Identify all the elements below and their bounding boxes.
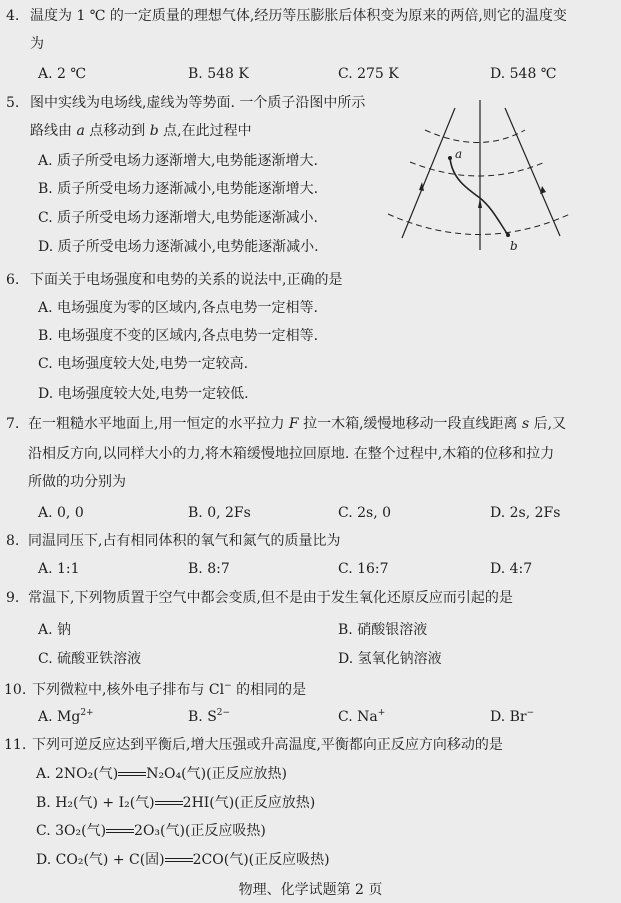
- q8-stem: 同温同压下,占有相同体积的氧气和氮气的质量比为: [28, 533, 341, 549]
- diagram-label-a: a: [455, 147, 463, 161]
- q7-option-d: D. 2s, 2Fs: [490, 505, 561, 521]
- q11-stem: 下列可逆反应达到平衡后,增大压强或升高温度,平衡都向正反应方向移动的是: [32, 737, 503, 753]
- q9-option-b: B. 硝酸银溶液: [338, 622, 428, 638]
- field-line-left: [402, 108, 455, 238]
- q7-option-a: A. 0, 0: [38, 505, 84, 521]
- q10-number: 10.: [4, 682, 27, 698]
- charge-superscript: −: [526, 708, 535, 718]
- q7-stem-text: 拉一木箱,缓慢地移动一段直线距离: [298, 416, 522, 432]
- products: 2CO(气)(正反应吸热): [192, 852, 330, 868]
- equilibrium-arrow-icon: [118, 769, 146, 779]
- arrow-up-icon: [540, 186, 546, 194]
- q5-option-b: B. 质子所受电场力逐渐减小,电势能逐渐增大.: [38, 181, 319, 197]
- electric-field-diagram: [380, 90, 580, 260]
- q6-option-b: B. 电场强度不变的区域内,各点电势一定相等.: [38, 328, 319, 344]
- q7-stem-line2: 沿相反方向,以同样大小的力,将木箱缓慢地拉回原地. 在整个过程中,木箱的位移和拉力: [28, 446, 555, 462]
- q9-option-c: C. 硫酸亚铁溶液: [38, 651, 142, 667]
- q6-option-a: A. 电场强度为零的区域内,各点电势一定相等.: [38, 300, 318, 316]
- q4-option-c: C. 275 K: [338, 66, 399, 82]
- q8-option-b: B. 8:7: [188, 561, 230, 577]
- q7-option-b: B. 0, 2Fs: [188, 505, 251, 521]
- q4-option-b: B. 548 K: [188, 66, 249, 82]
- q5-option-a: A. 质子所受电场力逐渐增大,电势能逐渐增大.: [38, 153, 318, 169]
- reactants: 2NO₂(气): [55, 766, 119, 782]
- q4-stem-line1: 温度为 1 ℃ 的一定质量的理想气体,经历等压膨胀后体积变为原来的两倍,则它的温度变: [30, 8, 567, 24]
- q8-number: 8.: [6, 533, 20, 549]
- option-label: C.: [36, 823, 51, 839]
- charge-superscript: 2+: [80, 708, 94, 718]
- reactants: H₂(气) + I₂(气): [55, 795, 155, 811]
- q5-stem-line2: [30, 122, 252, 140]
- reactants: CO₂(气) + C(固): [55, 852, 165, 868]
- equipotential-line-3: [388, 214, 570, 235]
- q11-number: 11.: [4, 737, 27, 753]
- q6-stem: 下面关于电场强度和电势的关系的说法中,正确的是: [30, 272, 343, 288]
- page-footer: 物理、化学试题第 2 页: [238, 882, 383, 898]
- point-b-dot: [506, 233, 510, 237]
- point-b-label: b: [149, 123, 159, 139]
- q6-option-c: C. 电场强度较大处,电势一定较高.: [38, 356, 249, 372]
- q7-stem-line1: [28, 415, 566, 433]
- q5-stem-text: 点移动到: [84, 123, 150, 139]
- option-text: B. S: [188, 709, 217, 725]
- option-label: A.: [36, 766, 51, 782]
- q6-number: 6.: [6, 272, 20, 288]
- q5-number: 5.: [6, 95, 20, 111]
- q11-option-a: [36, 765, 287, 783]
- q7-option-c: C. 2s, 0: [338, 505, 392, 521]
- option-label: B.: [36, 795, 51, 811]
- q10-stem-text: 下列微粒中,核外电子排布与 Cl: [32, 682, 225, 698]
- equilibrium-arrow-icon: [165, 855, 193, 865]
- equipotential-line-1: [425, 130, 525, 143]
- equilibrium-arrow-icon: [106, 826, 134, 836]
- q10-option-d: [490, 708, 534, 726]
- equilibrium-arrow-icon: [155, 798, 183, 808]
- q7-stem-line3: 所做的功分别为: [28, 474, 126, 490]
- q7-number: 7.: [6, 416, 20, 432]
- q9-option-a: A. 钠: [38, 622, 72, 638]
- var-s: s: [521, 416, 530, 432]
- var-f: F: [288, 416, 299, 432]
- option-text: C. Na: [338, 709, 378, 725]
- q5-option-d: D. 质子所受电场力逐渐减小,电势能逐渐减小.: [38, 239, 319, 255]
- q7-stem-text: 后,又: [529, 416, 567, 432]
- q10-option-a: [38, 708, 94, 726]
- q8-option-c: C. 16:7: [338, 561, 389, 577]
- products: N₂O₄(气)(正反应放热): [146, 766, 287, 782]
- option-text: D. Br: [490, 709, 527, 725]
- q9-option-d: D. 氢氧化钠溶液: [338, 651, 442, 667]
- q10-stem: [32, 681, 306, 699]
- q4-option-d: D. 548 ℃: [490, 66, 557, 82]
- q9-number: 9.: [6, 590, 20, 606]
- q4-option-a: A. 2 ℃: [38, 66, 87, 82]
- q5-option-c: C. 质子所受电场力逐渐增大,电势能逐渐减小.: [38, 210, 319, 226]
- q10-stem-text: 的相同的是: [231, 682, 307, 698]
- products: 2O₃(气)(正反应吸热): [134, 823, 266, 839]
- q7-stem-text: 在一粗糙水平地面上,用一恒定的水平拉力: [28, 416, 289, 432]
- q5-stem-text: 路线由: [30, 123, 77, 139]
- q10-option-c: [338, 708, 385, 726]
- charge-superscript: +: [377, 708, 386, 718]
- q5-stem-line1: 图中实线为电场线,虚线为等势面. 一个质子沿图中所示: [30, 95, 366, 111]
- diagram-label-b: b: [510, 239, 518, 253]
- q8-option-d: D. 4:7: [490, 561, 533, 577]
- option-text: A. Mg: [38, 709, 81, 725]
- option-label: D.: [36, 852, 52, 868]
- q10-option-b: [188, 708, 230, 726]
- reactants: 3O₂(气): [55, 823, 107, 839]
- q4-stem-line2: 为: [30, 36, 44, 52]
- point-a-dot: [448, 156, 452, 160]
- q11-option-d: [36, 851, 330, 869]
- q9-stem: 常温下,下列物质置于空气中都会变质,但不是由于发生氧化还原反应而引起的是: [28, 590, 513, 606]
- q8-option-a: A. 1:1: [38, 561, 80, 577]
- products: 2HI(气)(正反应放热): [182, 795, 316, 811]
- q11-option-c: [36, 822, 266, 840]
- proton-path: [450, 158, 508, 235]
- equipotential-line-2: [410, 162, 545, 176]
- charge-superscript: 2−: [216, 708, 231, 718]
- q11-option-b: [36, 794, 315, 812]
- q5-stem-text: 点,在此过程中: [158, 123, 252, 139]
- q4-number: 4.: [6, 8, 20, 24]
- q6-option-d: D. 电场强度较大处,电势一定较低.: [38, 386, 249, 402]
- point-a-label: a: [76, 123, 85, 139]
- charge-superscript: −: [224, 681, 232, 691]
